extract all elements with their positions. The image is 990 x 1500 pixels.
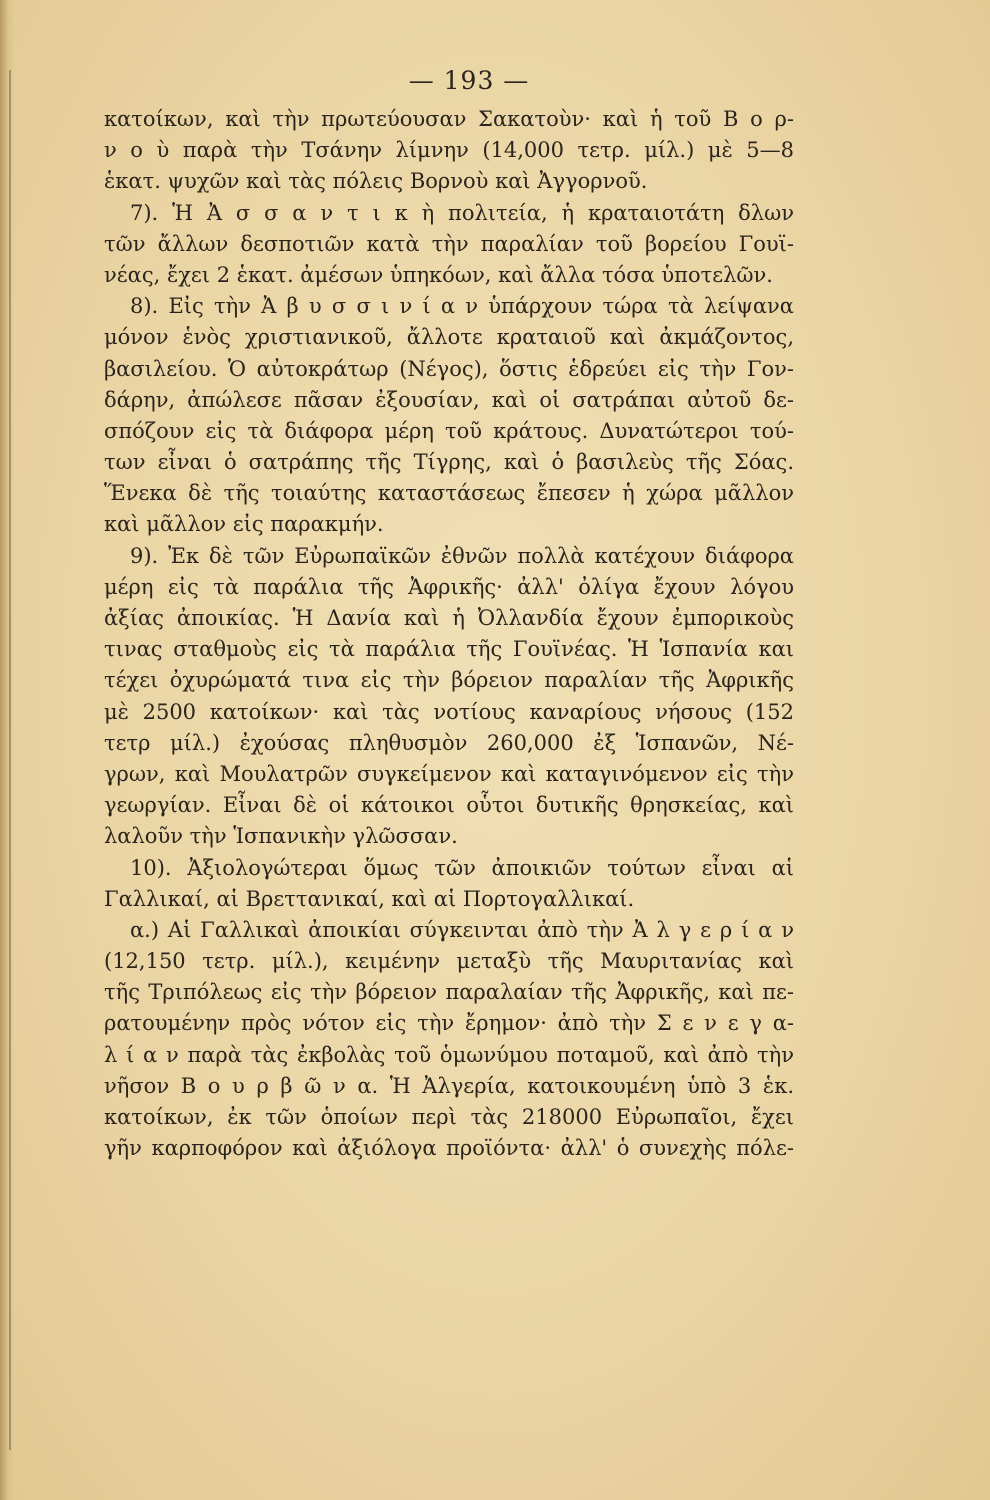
text-line: τετρ μίλ.) ἐχούσας πληθυσμὸν 260,000 ἐξ Ἱσπανῶν, Νέ- — [104, 730, 794, 755]
text-line: νῆσον Β ο υ ρ β ῶ ν α. Ἡ Ἀλγερία, κατοικουμένη ὑπὸ 3 ἑκ. — [104, 1073, 794, 1098]
text-line: μὲ 2500 κατοίκων· καὶ τὰς νοτίους καναρίους νήσους (152 — [104, 699, 794, 724]
text-line: Γαλλικαί, αἱ Βρεττανικαί, καὶ αἱ Πορτογαλλικαί. — [104, 886, 635, 911]
text-line: 9). Ἐκ δὲ τῶν Εὐρωπαϊκῶν ἐθνῶν πολλὰ κατέχουν διάφορα — [130, 543, 794, 568]
text-line: δάρην, ἀπώλεσε πᾶσαν ἐξουσίαν, καὶ οἱ σατράπαι αὐτοῦ δε- — [104, 387, 794, 412]
text-line: καὶ μᾶλλον εἰς παρακμήν. — [104, 512, 384, 537]
text-line: κατοίκων, ἐκ τῶν ὁποίων περὶ τὰς 218000 Εὐρωπαῖοι, ἔχει — [104, 1105, 794, 1129]
text-line: ν ο ὺ παρὰ τὴν Τσάνην λίμνην (14,000 τετρ. μίλ.) μὲ 5—8 — [104, 138, 794, 163]
text-line: 8). Εἰς τὴν Ἀ β υ σ σ ι ν ί α ν ὑπάρχουν τώρα τὰ λείψανα — [130, 294, 794, 319]
text-line: τῶν ἄλλων δεσποτιῶν κατὰ τὴν παραλίαν τοῦ βορείου Γουϊ- — [104, 231, 794, 256]
text-line: 7). Ἡ Ἀ σ σ α ν τ ι κ ὴ πολιτεία, ἡ κραταιοτάτη δλων — [130, 200, 794, 225]
page-edge-line — [9, 70, 11, 1450]
text-line: γεωργίαν. Εἶναι δὲ οἱ κάτοικοι οὗτοι δυτικῆς θρησκείας, καὶ — [104, 793, 794, 818]
text-line: βασιλείου. Ὁ αὐτοκράτωρ (Νέγος), ὅστις ἑδρεύει εἰς τὴν Γον- — [104, 356, 794, 381]
text-line: γῆν καρποφόρον καὶ ἀξιόλογα προϊόντα· ἀλλ' ὁ συνεχὴς πόλε- — [104, 1136, 794, 1161]
text-line: σπόζουν εἰς τὰ διάφορα μέρη τοῦ κράτους. Δυνατώτεροι τού- — [104, 418, 794, 443]
text-line: ἑκατ. ψυχῶν καὶ τὰς πόλεις Βορνοὺ καὶ Ἀγγορνοῦ. — [104, 169, 648, 194]
text-line: νέας, ἔχει 2 ἑκατ. ἀμέσων ὑπηκόων, καὶ ἄλλα τόσα ὑποτελῶν. — [104, 262, 773, 287]
text-line: 10). Ἀξιολογώτεραι ὅμως τῶν ἀποικιῶν τούτων εἶναι αἱ — [130, 855, 794, 880]
text-line: Ἕνεκα δὲ τῆς τοιαύτης καταστάσεως ἔπεσεν ἡ χώρα μᾶλλον — [104, 481, 794, 506]
text-line: ρατουμένην πρὸς νότον εἰς τὴν ἔρημον· ἀπὸ τὴν Σ ε ν ε γ α- — [104, 1011, 794, 1036]
page-binding-edge — [0, 0, 14, 1500]
text-line: μέρη εἰς τὰ παράλια τῆς Ἀφρικῆς· ἀλλ' ὀλίγα ἔχουν λόγου — [104, 574, 794, 599]
text-line: τινας σταθμοὺς εἰς τὰ παράλια τῆς Γουϊνέας. Ἡ Ἱσπανία και — [104, 637, 794, 662]
text-line: ἀξίας ἀποικίας. Ἡ Δανία καὶ ἡ Ὀλλανδία ἔχουν ἐμπορικοὺς — [104, 606, 794, 630]
text-line: λαλοῦν τὴν Ἱσπανικὴν γλῶσσαν. — [104, 824, 458, 849]
text-line: α.) Αἱ Γαλλικαὶ ἀποικίαι σύγκεινται ἀπὸ τὴν Ἀ λ γ ε ρ ί α ν — [130, 917, 794, 942]
text-line: γρων, καὶ Μουλατρῶν συγκείμενον καὶ καταγινόμενον εἰς τὴν — [104, 761, 794, 786]
page-text — [104, 58, 794, 1164]
text-line: λ ί α ν παρὰ τὰς ἐκβολὰς τοῦ ὁμωνύμου ποταμοῦ, καὶ ἀπὸ τὴν — [104, 1042, 794, 1067]
text-line: τῆς Τριπόλεως εἰς τὴν βόρειον παραλαίαν τῆς Ἀφρικῆς, καὶ πε- — [104, 980, 794, 1005]
text-line: των εἶναι ὁ σατράπης τῆς Τίγρης, καὶ ὁ βασιλεὺς τῆς Σόας. — [104, 450, 794, 475]
text-line: κατοίκων, καὶ τὴν πρωτεύουσαν Σακατοὺν· καὶ ἡ τοῦ Β ο ρ- — [104, 107, 794, 131]
page-number: — 193 — — [408, 66, 530, 95]
text-line: (12,150 τετρ. μίλ.), κειμένην μεταξὺ τῆς Μαυριτανίας καὶ — [104, 949, 794, 974]
text-line: τέχει ὀχυρώματά τινα εἰς τὴν βόρειον παραλίαν τῆς Ἀφρικῆς — [104, 668, 794, 693]
text-line: μόνον ἑνὸς χριστιανικοῦ, ἄλλοτε κραταιοῦ καὶ ἀκμάζοντος, — [104, 325, 794, 350]
